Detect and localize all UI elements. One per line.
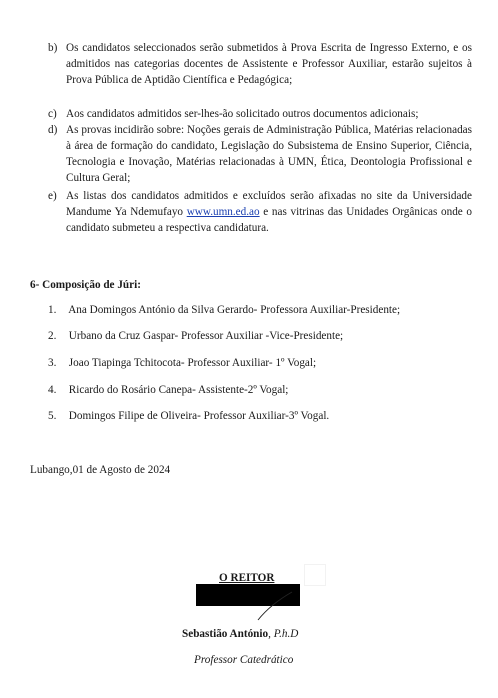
clause-text (66, 188, 472, 236)
jury-number: 2. (48, 330, 57, 342)
clause-text-after: e nas vitrinas das Unidades Orgânicas onde o candidato submeteu a respectiva candidatura. (66, 206, 473, 234)
clause-text-before: As listas dos candidatos admitidos e excluídos serão afixadas no site da Universidade Mandume Ya Ndemufayo (66, 190, 472, 218)
jury-item (48, 408, 488, 424)
clause-mark: d) (48, 124, 58, 136)
signatory-title: O REITOR (219, 572, 275, 584)
jury-number: 1. (48, 304, 57, 316)
signature-stroke (208, 570, 328, 630)
clause-mark: e) (48, 190, 57, 202)
jury-member: Ricardo do Rosário Canepa- Assistente-2º Vogal; (68, 384, 289, 396)
jury-member: Urbano da Cruz Gaspar- Professor Auxiliar -Vice-Presidente; (68, 330, 344, 342)
jury-member: Domingos Filipe de Oliveira- Professor Auxiliar-3º Vogal. (68, 410, 330, 422)
jury-member: Ana Domingos António da Silva Gerardo- Professora Auxiliar-Presidente; (68, 304, 401, 316)
jury-item (48, 328, 488, 344)
signer-line (182, 626, 298, 642)
signer-role: Professor Catedrático (194, 654, 294, 666)
jury-number: 5. (48, 410, 57, 422)
signer-name: Sebastião António (182, 628, 269, 640)
jury-item (48, 302, 488, 318)
university-site-link[interactable]: www.umn.ed.ao (186, 206, 260, 218)
jury-member: Joao Tiapinga Tchitocota- Professor Auxiliar- 1º Vogal; (68, 357, 317, 369)
jury-item (48, 382, 488, 398)
jury-number: 4. (48, 384, 57, 396)
clause-text: Os candidatos seleccionados serão submetidos à Prova Escrita de Ingresso Externo, e os admitidos nas categorias docentes de Assistente e Professor Auxiliar, estarão sujeitos à Prova Pública de Aptidão Científica e Pedagógica; (66, 42, 472, 86)
clause-mark: b) (48, 42, 58, 54)
section-title: 6- Composição de Júri: (30, 279, 141, 291)
clause-c (48, 106, 472, 122)
clause-text: Aos candidatos admitidos ser-lhes-ão solicitado outros documentos adicionais; (66, 108, 419, 120)
jury-item (48, 355, 488, 371)
clause-d (48, 122, 472, 186)
signer-degree: , P.h.D (268, 628, 299, 640)
clause-b (48, 40, 472, 88)
clause-text: As provas incidirão sobre: Noções gerais de Administração Pública, Matérias relacionadas à área de formação do candidato, Legislação do Subsistema de Ensino Superior, Ciência, Tecnologia e Inovação, Matérias relacionadas à UMN, Ética, Deontologia Profissional e Cultura Geral; (66, 124, 472, 184)
jury-number: 3. (48, 357, 57, 369)
clause-e (48, 188, 472, 236)
clause-mark: c) (48, 108, 57, 120)
place-date: Lubango,01 de Agosto de 2024 (30, 464, 171, 476)
